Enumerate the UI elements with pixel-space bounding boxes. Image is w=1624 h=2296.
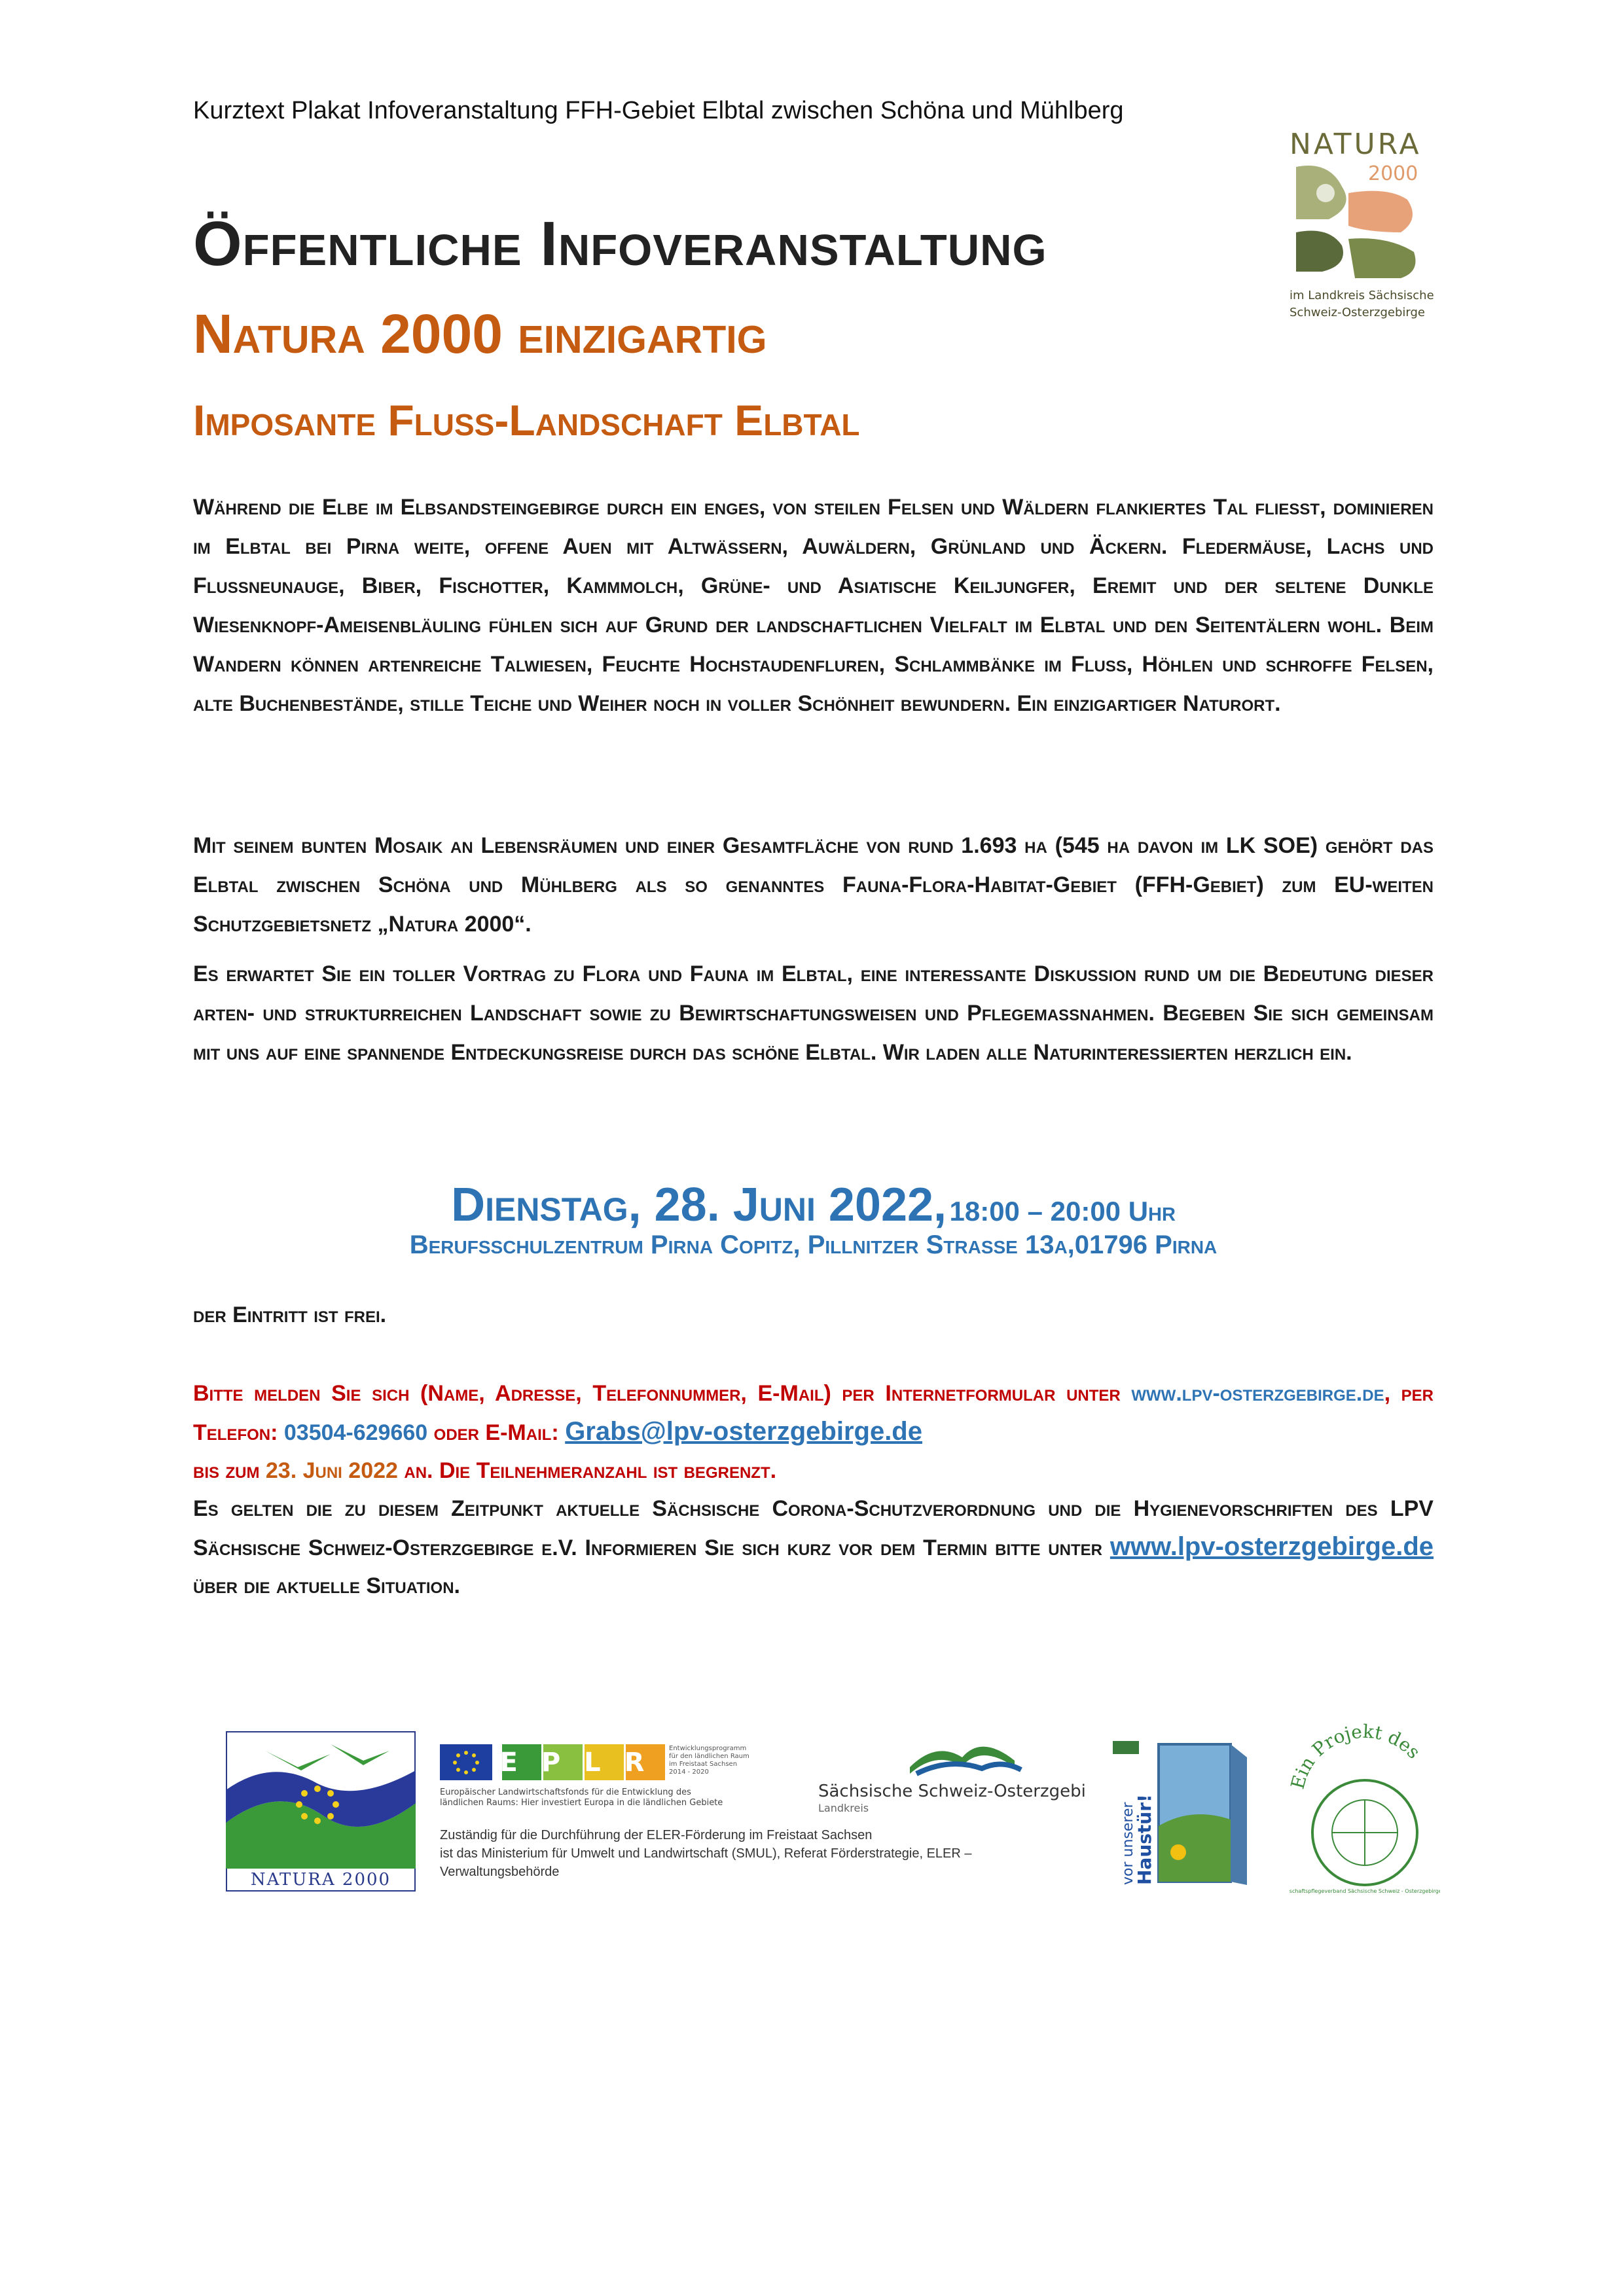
- corona-notice: Es gelten die zu diesem Zeitpunkt aktuelle Sächsische Corona-Schutzverordnung und die Hygienevorschriften des LPV Sächsische Schweiz-Osterzgebirge e.V. Informieren Sie sich kurz vor dem Termin bitte unter: [193, 1496, 1434, 1560]
- entry-free-note: der Eintritt ist frei.: [193, 1302, 387, 1327]
- natura-2000-word: 2000: [1368, 162, 1418, 185]
- natura2000-logo-graphic: [1290, 128, 1434, 327]
- event-venue: Berufsschulzentrum Pirna Copitz, Pillnitzer Straße 13a,01796 Pirna: [409, 1230, 1218, 1259]
- svg-text:ländlichen Raums: Hier investi: ländlichen Raums: Hier investiert Europa in die ländlichen Gebiete: [440, 1798, 723, 1808]
- title-natura: Natura 2000 einzigartig: [193, 303, 767, 365]
- natura-landkreis-line2: Schweiz-Osterzgebirge: [1290, 306, 1426, 319]
- document-header: Kurztext Plakat Infoveranstaltung FFH-Gebiet Elbtal zwischen Schöna und Mühlberg: [193, 97, 1124, 124]
- natura-landkreis-line1: im Landkreis Sächsische: [1290, 289, 1434, 302]
- ssoe-name: Sächsische Schweiz-Osterzgebirge: [818, 1782, 1087, 1801]
- registration-intro: Bitte melden Sie sich (Name, Adresse, Telefonnummer, E-Mail) per Internetformular unter: [193, 1381, 1121, 1406]
- svg-text:für den ländlichen Raum: für den ländlichen Raum: [669, 1753, 749, 1760]
- corona-link[interactable]: www.lpv-osterzgebirge.de: [1110, 1532, 1434, 1561]
- svg-text:Europäischer Landwirtschaftsfo: Europäischer Landwirtschaftsfonds für die Entwicklung des: [440, 1787, 691, 1797]
- lpv-inner-text: schaftspflegeverband Sächsische Schweiz - Osterzgebirge: [1290, 1888, 1440, 1894]
- registration-email-link[interactable]: Grabs@lpv-osterzgebirge.de: [565, 1417, 922, 1446]
- title-main: Öffentliche Infoveranstaltung: [193, 209, 1047, 279]
- natura-word: NATURA: [1290, 128, 1422, 161]
- svg-text:im Freistaat Sachsen: im Freistaat Sachsen: [669, 1761, 738, 1768]
- event-time-text: 18:00 – 20:00 Uhr: [949, 1196, 1176, 1227]
- registration-web[interactable]: www.lpv-osterzgebirge.de: [1131, 1381, 1384, 1406]
- eler-responsibility-note: Zuständig für die Durchführung der ELER-Förderung im Freistaat Sachsen ist das Ministerium für Umwelt und Landwirtschaft (SMUL), Referat Förderstrategie, ELER – Verwaltungsbehörde: [440, 1828, 972, 1879]
- registration-phone: 03504-629660: [283, 1420, 428, 1445]
- natura2000-landkreis-logo: [1290, 128, 1434, 327]
- ssoe-sub: Landkreis: [818, 1802, 869, 1814]
- title-subtitle: Imposante Fluss-Landschaft Elbtal: [193, 396, 860, 444]
- event-description-paragraph: Es erwartet Sie ein toller Vortrag zu Flora und Fauna im Elbtal, eine interessante Diskussion rund um die Bedeutung dieser arten- und strukturreichen Landschaft sowie zu Bewirtschaftungsweisen und Pflegemaßnahmen. Begeben Sie sich gemeinsam mit uns auf eine spannende Entdeckungsreise durch das schöne Elbtal. Wir laden alle Naturinteressierten herzlich ein.: [193, 961, 1434, 1065]
- area-paragraph: Mit seinem bunten Mosaik an Lebensräumen und einer Gesamtfläche von rund 1.693 ha (545 ha davon im LK SOE) gehört das Elbtal zwischen Schöna und Mühlberg als so genanntes Fauna-Flora-Habitat-Gebiet (FFH-Gebiet) zum EU-weiten Schutzgebietsnetz „Natura 2000“.: [193, 833, 1434, 937]
- intro-paragraph: Während die Elbe im Elbsandsteingebirge durch ein enges, von steilen Felsen und Wäldern flankiertes Tal fließt, dominieren im Elbtal bei Pirna weite, offene Auen mit Altwässern, Auwäldern, Grünland und Äckern. Fledermäuse, Lachs und Flussneunauge, Biber, Fischotter, Kammmolch, Grüne- und Asiatische Keiljungfer, Eremit und der seltene Dunkle Wiesenknopf-Ameisenbläuling fühlen sich auf Grund der landschaftlichen Vielfalt im Elbtal und den Seitentälern wohl. Beim Wandern können artenreiche Talwiesen, Feuchte Hochstaudenfluren, Schlammbänke im Fluss, Höhlen und schroffe Felsen, alte Buchenbestände, stille Teiche und Weiher noch in voller Schönheit bewundern. Ein einzigartiger Naturort.: [193, 495, 1434, 716]
- registration-limit: an. Die Teilnehmeranzahl ist begrenzt.: [397, 1458, 777, 1483]
- svg-text:Haustür!: Haustür!: [1134, 1794, 1155, 1885]
- svg-text:vor unserer: vor unserer: [1120, 1802, 1136, 1885]
- vor-unserer-haustuer-logo: [1106, 1734, 1250, 1892]
- svg-text:2014 - 2020: 2014 - 2020: [669, 1768, 709, 1776]
- natura2000-eu-logo: [226, 1731, 416, 1892]
- event-date-text: Dienstag, 28. Juni 2022,: [451, 1179, 947, 1231]
- eplr-letters: EPLR: [499, 1748, 668, 1778]
- eu-eplr-logo: [440, 1741, 800, 1813]
- corona-notice-end: über die aktuelle Situation.: [193, 1573, 461, 1598]
- registration-deadline: 23. Juni 2022: [265, 1458, 398, 1483]
- lpv-project-logo: [1290, 1721, 1440, 1898]
- landkreis-ssoe-logo: [805, 1728, 1087, 1820]
- registration-phone-label: , per Telefon:: [193, 1381, 1434, 1445]
- registration-block: [193, 1374, 1434, 1605]
- natura2000-caption: NATURA 2000: [250, 1870, 391, 1890]
- lpv-ring-text: in Projekt des: [1291, 1721, 1425, 1780]
- registration-email-label: oder E-Mail:: [427, 1420, 566, 1445]
- registration-deadline-label: bis zum: [193, 1458, 266, 1483]
- event-date: [193, 1178, 1434, 1232]
- svg-text:Entwicklungsprogramm: Entwicklungsprogramm: [669, 1745, 747, 1752]
